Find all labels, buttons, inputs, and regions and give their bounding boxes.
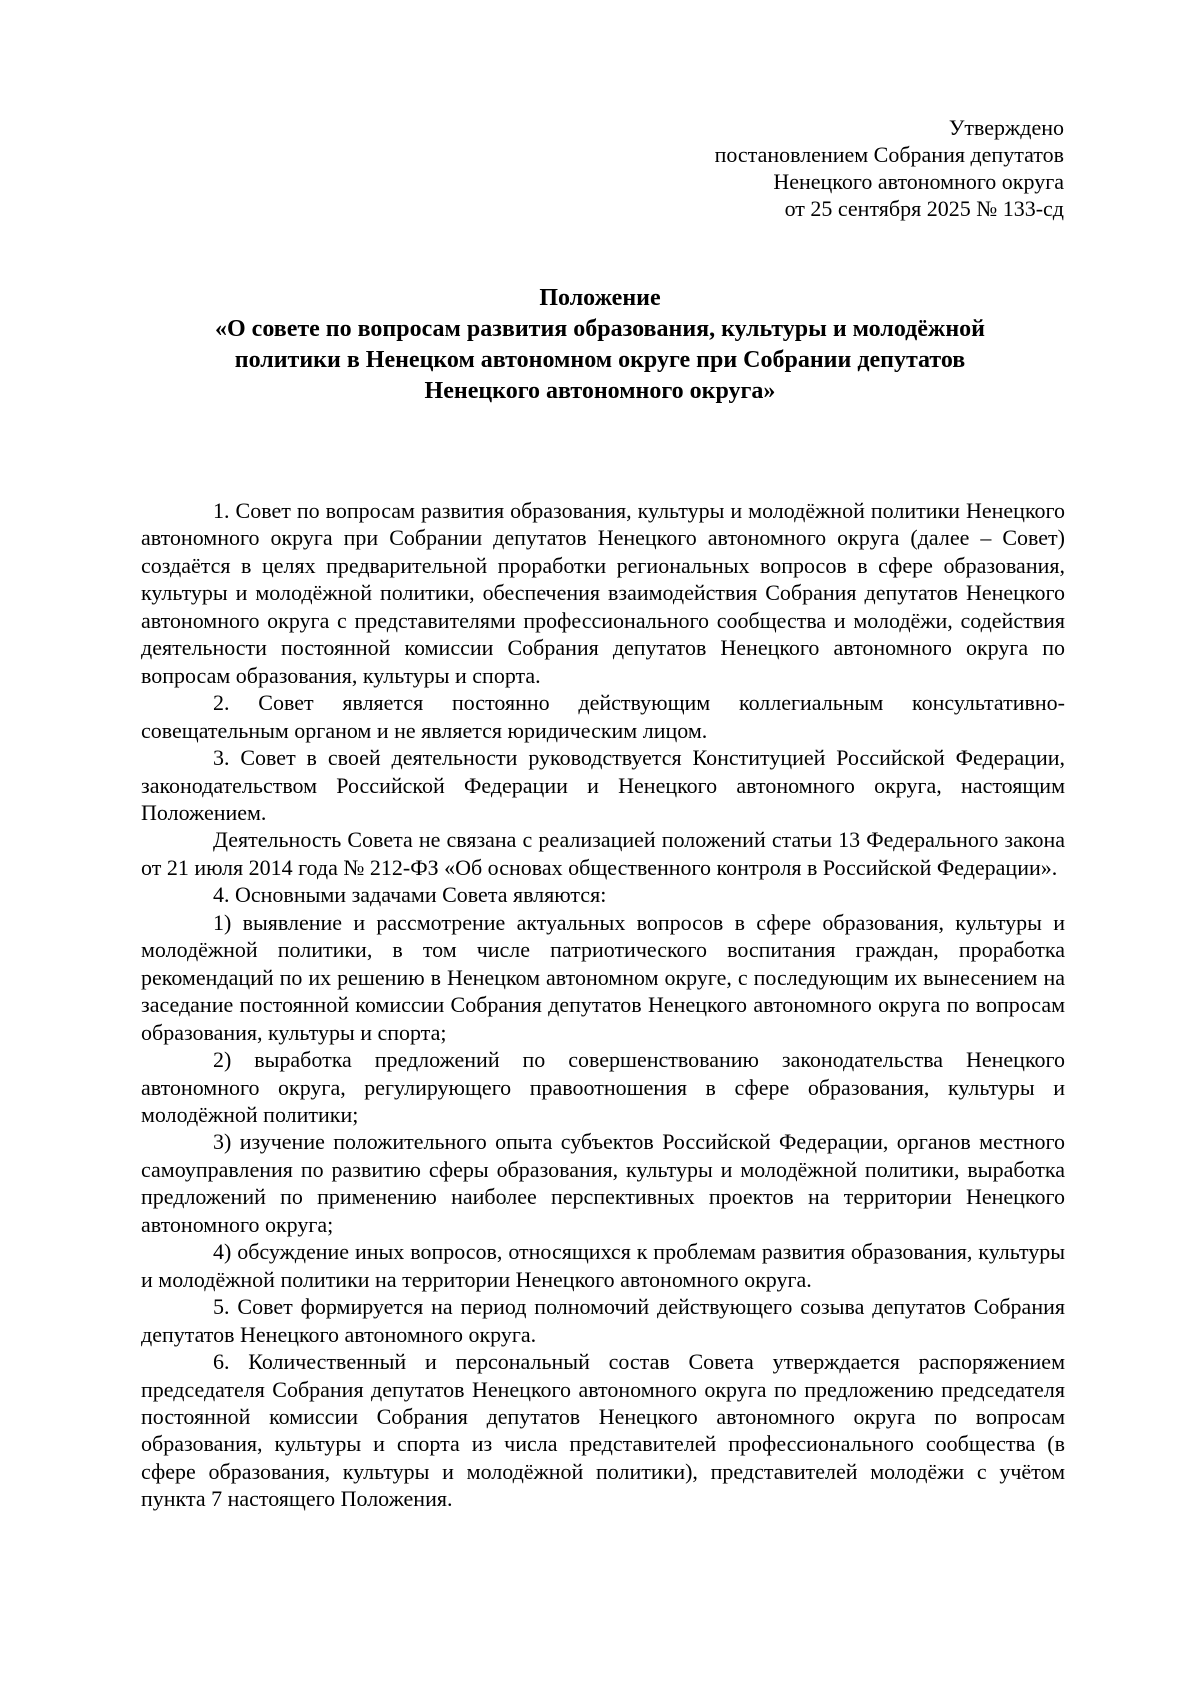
paragraph-4-item-4: 4) обсуждение иных вопросов, относящихся к проблемам развития образования, культуры и молодёжной политики на территории Ненецкого автономного округа. — [141, 1239, 1065, 1292]
paragraph-3-note: Деятельность Совета не связана с реализацией положений статьи 13 Федерального закона от 21 июля 2014 года № 212-ФЗ «Об основах общественного контроля в Российской Федерации». — [141, 827, 1065, 880]
paragraph-1: 1. Совет по вопросам развития образования, культуры и молодёжной политики Ненецкого автономного округа при Собрании депутатов Ненецкого автономного округа (далее – Совет) создаётся в целях предварительной проработки региональных вопросов в сфере образования, культуры и молодёжной политики, обеспечения взаимодействия Собрания депутатов Ненецкого автономного округа с представителями профессионального сообщества и молодёжи, содействия деятельности постоянной комиссии Собрания депутатов Ненецкого автономного округа по вопросам образования, культуры и спорта. — [141, 498, 1065, 688]
document-title — [136, 283, 1064, 407]
title-line: политики в Ненецком автономном округе при Собрании депутатов — [234, 347, 966, 373]
document-body — [141, 497, 1065, 1513]
title-line: Ненецкого автономного округа» — [424, 378, 776, 404]
paragraph-6: 6. Количественный и персональный состав Совета утверждается распоряжением председателя Собрания депутатов Ненецкого автономного округа по предложению председателя постоянной комиссии Собрания депутатов Ненецкого автономного округа по вопросам образования, культуры и спорта из числа представителей профессионального сообщества (в сфере образования, культуры и молодёжной политики), представителей молодёжи с учётом пункта 7 настоящего Положения. — [141, 1349, 1065, 1512]
paragraph-4-item-3: 3) изучение положительного опыта субъектов Российской Федерации, органов местного самоуправления по развитию сферы образования, культуры и молодёжной политики, выработка предложений по применению наиболее перспективных проектов на территории Ненецкого автономного округа; — [141, 1129, 1065, 1237]
approval-line: Ненецкого автономного округа — [773, 169, 1064, 194]
paragraph-4: 4. Основными задачами Совета являются: — [213, 882, 607, 908]
paragraph-3: 3. Совет в своей деятельности руководствуется Конституцией Российской Федерации, законодательством Российской Федерации и Ненецкого автономного округа, настоящим Положением. — [141, 745, 1065, 825]
approval-line: от 25 сентября 2025 № 133-сд — [784, 196, 1064, 221]
approval-line: Утверждено — [948, 115, 1064, 140]
approval-line: постановлением Собрания депутатов — [714, 142, 1064, 167]
paragraph-2: 2. Совет является постоянно действующим коллегиальным консультативно-совещательным органом и не является юридическим лицом. — [141, 690, 1065, 743]
paragraph-5: 5. Совет формируется на период полномочий действующего созыва депутатов Собрания депутатов Ненецкого автономного округа. — [141, 1294, 1065, 1347]
approval-stamp — [715, 114, 1064, 222]
title-heading: Положение — [539, 285, 661, 311]
paragraph-4-item-2: 2) выработка предложений по совершенствованию законодательства Ненецкого автономного округа, регулирующего правоотношения в сфере образования, культуры и молодёжной политики; — [141, 1047, 1065, 1127]
paragraph-4-item-1: 1) выявление и рассмотрение актуальных вопросов в сфере образования, культуры и молодёжной политики, в том числе патриотического воспитания граждан, проработка рекомендаций по их решению в Ненецком автономном округе, с последующим их вынесением на заседание постоянной комиссии Собрания депутатов Ненецкого автономного округа по вопросам образования, культуры и спорта; — [141, 909, 1065, 1045]
title-line: «О совете по вопросам развития образования, культуры и молодёжной — [215, 316, 985, 342]
